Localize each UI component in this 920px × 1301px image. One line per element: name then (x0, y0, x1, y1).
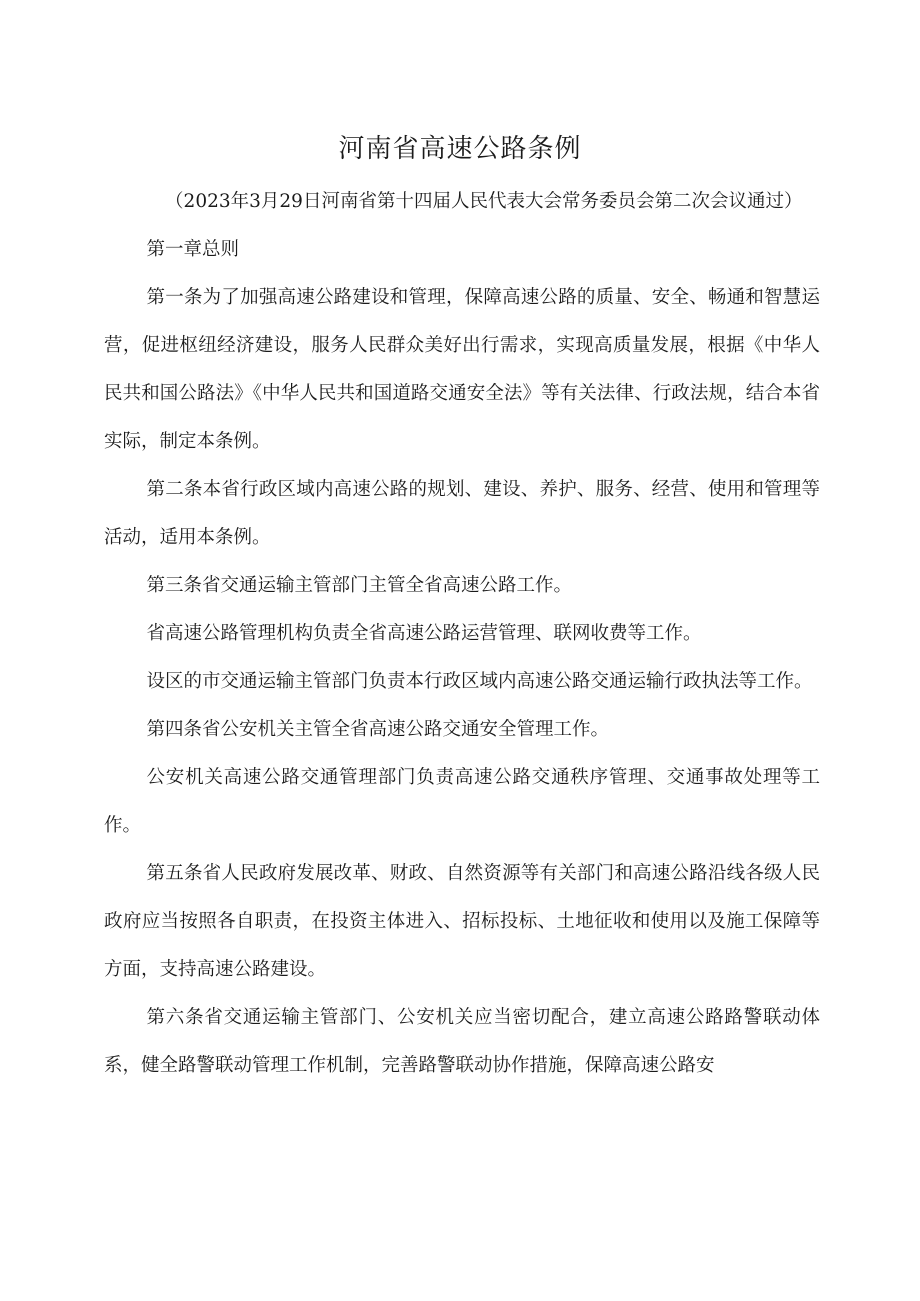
document-title: 河南省高速公路条例 (338, 134, 582, 164)
article-4-clause-2: 公安机关高速公路交通管理部门负责高速公路交通秩序管理、交通事故处理等工作。 (104, 767, 820, 836)
article-3-clause-3: 设区的市交通运输主管部门负责本行政区域内高速公路交通运输行政执法等工作。 (146, 671, 813, 692)
article-5-paragraph: 第五条省人民政府发展改革、财政、自然资源等有关部门和高速公路沿线各级人民政府应当按照各自职责，在投资主体进入、招标投标、土地征收和使用以及施工保障等方面，支持高速公路建设。 (104, 863, 820, 980)
article-2-paragraph: 第二条本省行政区域内高速公路的规划、建设、养护、服务、经营、使用和管理等活动，适用本条例。 (104, 479, 820, 548)
article-3-clause-2: 省高速公路管理机构负责全省高速公路运营管理、联网收费等工作。 (146, 623, 702, 644)
article-3-paragraph: 第三条省交通运输主管部门主管全省高速公路工作。 (146, 575, 573, 596)
document-body (104, 178, 820, 1090)
adoption-note: （2023年3月29日河南省第十四届人民代表大会常务委员会第二次会议通过） (165, 191, 803, 212)
article-4-paragraph: 第四条省公安机关主管全省高速公路交通安全管理工作。 (146, 719, 610, 740)
article-6-paragraph: 第六条省交通运输主管部门、公安机关应当密切配合，建立高速公路路警联动体系，健全路警联动管理工作机制，完善路警联动协作措施，保障高速公路安 (104, 1007, 820, 1076)
article-1-paragraph: 第一条为了加强高速公路建设和管理，保障高速公路的质量、安全、畅通和智慧运营，促进枢纽经济建设，服务人民群众美好出行需求，实现高质量发展，根据《中华人民共和国公路法》《中华人民共和国道路交通安全法》等有关法律、行政法规，结合本省实际，制定本条例。 (104, 287, 820, 452)
chapter-heading: 第一章总则 (146, 239, 240, 260)
